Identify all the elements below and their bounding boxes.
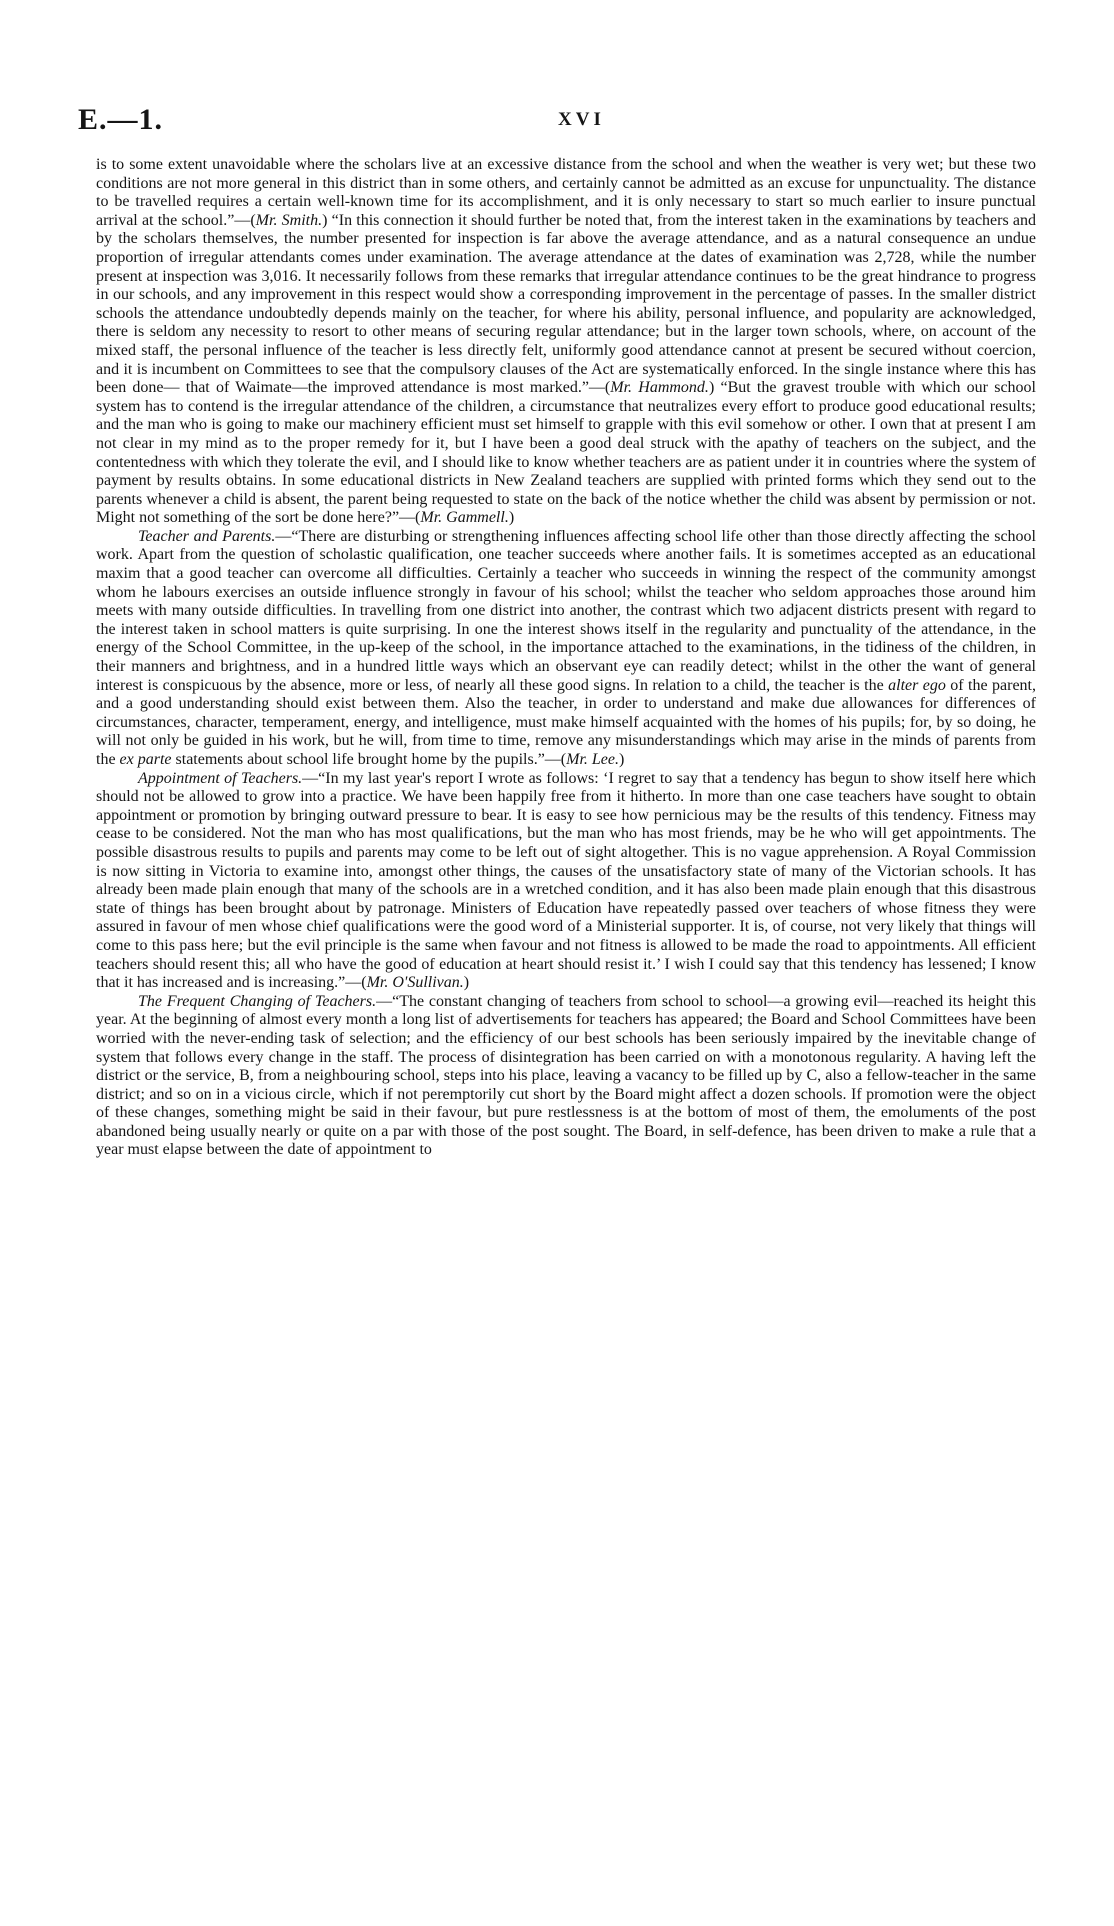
italic-run: Mr. Lee. [566, 751, 620, 768]
italic-run: Mr. O'Sullivan. [366, 974, 464, 992]
page-number: XVI [558, 109, 605, 130]
text-run: statements about school life brought home by the pupils.”—( [171, 751, 567, 768]
text-run: ) [619, 751, 625, 768]
italic-run: Mr. Smith. [255, 211, 323, 229]
text-run: —“The constant changing of teachers from school to school—a growing evil—reached its height this year. At the beginning of almost every month a long list of advertisements for teachers has appeared; the Board and School Committees have been worried with the never-ending task of selection; and the efficiency of our best schools has been seriously impaired by the inevitable change of system that follows every change in the staff. The process of disintegration has been carried on with a monotonous regularity. A having left the district or the service, B, from a neighbouring school, steps into his place, leaving a vacancy to be filled up by C, also a fellow-teacher in the same district; and so on in a vicious circle, which if not peremptorily cut short by the Board might affect a dozen schools. If promotion were the object of these changes, something might be said in their favour, but pure restlessness is at the bottom of most of them, the emoluments of the post abandoned being usually nearly or quite on a par with those of the post sought. The Board, in self-defence, has been driven to make a rule that a year must elapse between the date of appointment to [96, 992, 1036, 1159]
italic-run: alter ego [888, 676, 946, 694]
text-run: ) “But the gravest trouble with which our school system has to contend is the irregular attendance of the children, a circumstance that neutralizes every effort to produce good educational results; and the man who is going to make our machinery efficient must set himself to grapple with this evil somehow or other. I own that at present I am not clear in my mind as to the proper remedy for it, but I have been a good deal struck with the apathy of teachers on the subject, and the contentedness with which they tolerate the evil, and I should like to know whether teachers are as patient under it in countries where the system of payment by results obtains. In some educational districts in New Zealand teachers are supplied with printed forms which they send out to the parents whenever a child is absent, the parent being requested to state on the back of the notice whether the child was absent by permission or not. Might not something of the sort be done here?”—( [96, 379, 1036, 527]
italic-run: Teacher and Parents. [138, 527, 276, 545]
italic-run: Mr. Gammell. [420, 509, 509, 527]
paragraph-irregular-attendance [96, 156, 1036, 528]
text-run: ) [463, 974, 470, 992]
text-run: is to some extent unavoidable where the scholars live at an excessive distance from the school and when the weather is very wet; but these two conditions are not more general in this district than in some others, and certainly cannot be admitted as an excuse for unpunctuality. The distance to be travelled requires a certain well-known time for its accomplishment, and it is only necessary to start so much earlier to insure punctual arrival at the school.”—( [96, 156, 1036, 229]
paragraph-appointment-of-teachers [96, 770, 1036, 993]
italic-run: Appointment of Teachers. [138, 769, 303, 787]
italic-run: Mr. Hammond. [610, 379, 709, 397]
italic-run: The Frequent Changing of Teachers. [138, 992, 377, 1010]
text-run: —“In my last year's report I wrote as follows: ‘I regret to say that a tendency has begun to show itself here which should not be allowed to grow into a practice. We have been happily free from it hitherto. In more than one case teachers have sought to obtain appointment or promotion by bringing outward pressure to bear. It is easy to see how pernicious may be the results of this tendency. Fitness may cease to be considered. Not the man who has most qualifications, but the man who has most friends, may be he who will get appointments. The possible disastrous results to pupils and parents may come to be left out of sight altogether. This is no vague apprehension. A Royal Commission is now sitting in Victoria to examine into, amongst other things, the causes of the unsatisfactory state of many of the Victorian schools. It has already been made plain enough that many of the schools are in a wretched condition, and it has also been made plain enough that this disastrous state of things has been brought about by patronage. Ministers of Education have repeatedly passed over teachers of whose fitness they were assured in favour of men whose chief qualifications were the good word of a Ministerial supporter. It is, of course, not very likely that things will come to this pass here; but the evil principle is the same when favour and not fitness is allowed to be made the road to appointments. All efficient teachers should resent this; all who have the good of education at heart should resist it.’ I wish I could say that this tendency has lessened; I know that it has increased and is increasing.”—( [96, 769, 1036, 992]
paragraph-teacher-and-parents [96, 528, 1036, 770]
text-run: —“There are disturbing or strengthening influences affecting school life other than those directly affecting the school work. Apart from the question of scholastic qualification, one teacher succeeds where another fails. It is sometimes accepted as an educational maxim that a good teacher can overcome all difficulties. Certainly a teacher who succeeds in winning the respect of the community amongst whom he labours exercises an outside influence strongly in favour of his school; whilst the teacher who seldom approaches those around him meets with many outside difficulties. In travelling from one district into another, the contrast which two adjacent districts present with regard to the interest taken in school matters is quite surprising. In one the interest shows itself in the regularity and punctuality of the attendance, in the energy of the School Committee, in the up-keep of the school, in the importance attached to the examinations, in the tidiness of the children, in their manners and brightness, and in a hundred little ways which an observant eye can readily detect; whilst in the other the want of general interest is conspicuous by the absence, more or less, of nearly all these good signs. In relation to a child, the teacher is the [96, 527, 1037, 694]
report-code: E.—1. [78, 103, 164, 136]
paragraph-frequent-changing-of-teachers [96, 993, 1036, 1160]
italic-run: ex parte [119, 751, 172, 768]
document-body [96, 156, 1036, 1160]
text-run: ) “In this connection it should further be noted that, from the interest taken in the examinations by teachers and by the scholars themselves, the number presented for inspection is far above the average attendance, and as a natural consequence an undue proportion of irregular attendants comes under examination. The average attendance at the dates of examination was 2,728, while the number present at inspection was 3,016. It necessarily follows from these remarks that irregular attendance continues to be the great hindrance to progress in our schools, and any improvement in this respect would show a corresponding improvement in the percentage of passes. In the smaller district schools the attendance undoubtedly depends mainly on the teacher, for where his ability, personal influence, and popularity are acknowledged, there is seldom any necessity to resort to other means of securing regular attendance; but in the larger town schools, where, on account of the mixed staff, the personal influence of the teacher is less directly felt, uniformly good attendance cannot at present be secured without coercion, and it is incumbent on Committees to see that the compulsory clauses of the Act are systematically enforced. In the single instance where this has been done— that of Waimate—the improved attendance is most marked.”—( [96, 211, 1037, 397]
page-header [78, 103, 1038, 143]
text-run: ) [508, 509, 515, 527]
text-run: of the parent, and a good understanding should exist between them. Also the teacher, in order to understand and make due allowances for differences of circumstances, character, temperament, energy, and intelligence, must make himself acquainted with the homes of his pupils; for, by so doing, he will not only be guided in his work, but he will, from time to time, remove any misunderstandings which may arise in the minds of parents from the [96, 676, 1036, 768]
